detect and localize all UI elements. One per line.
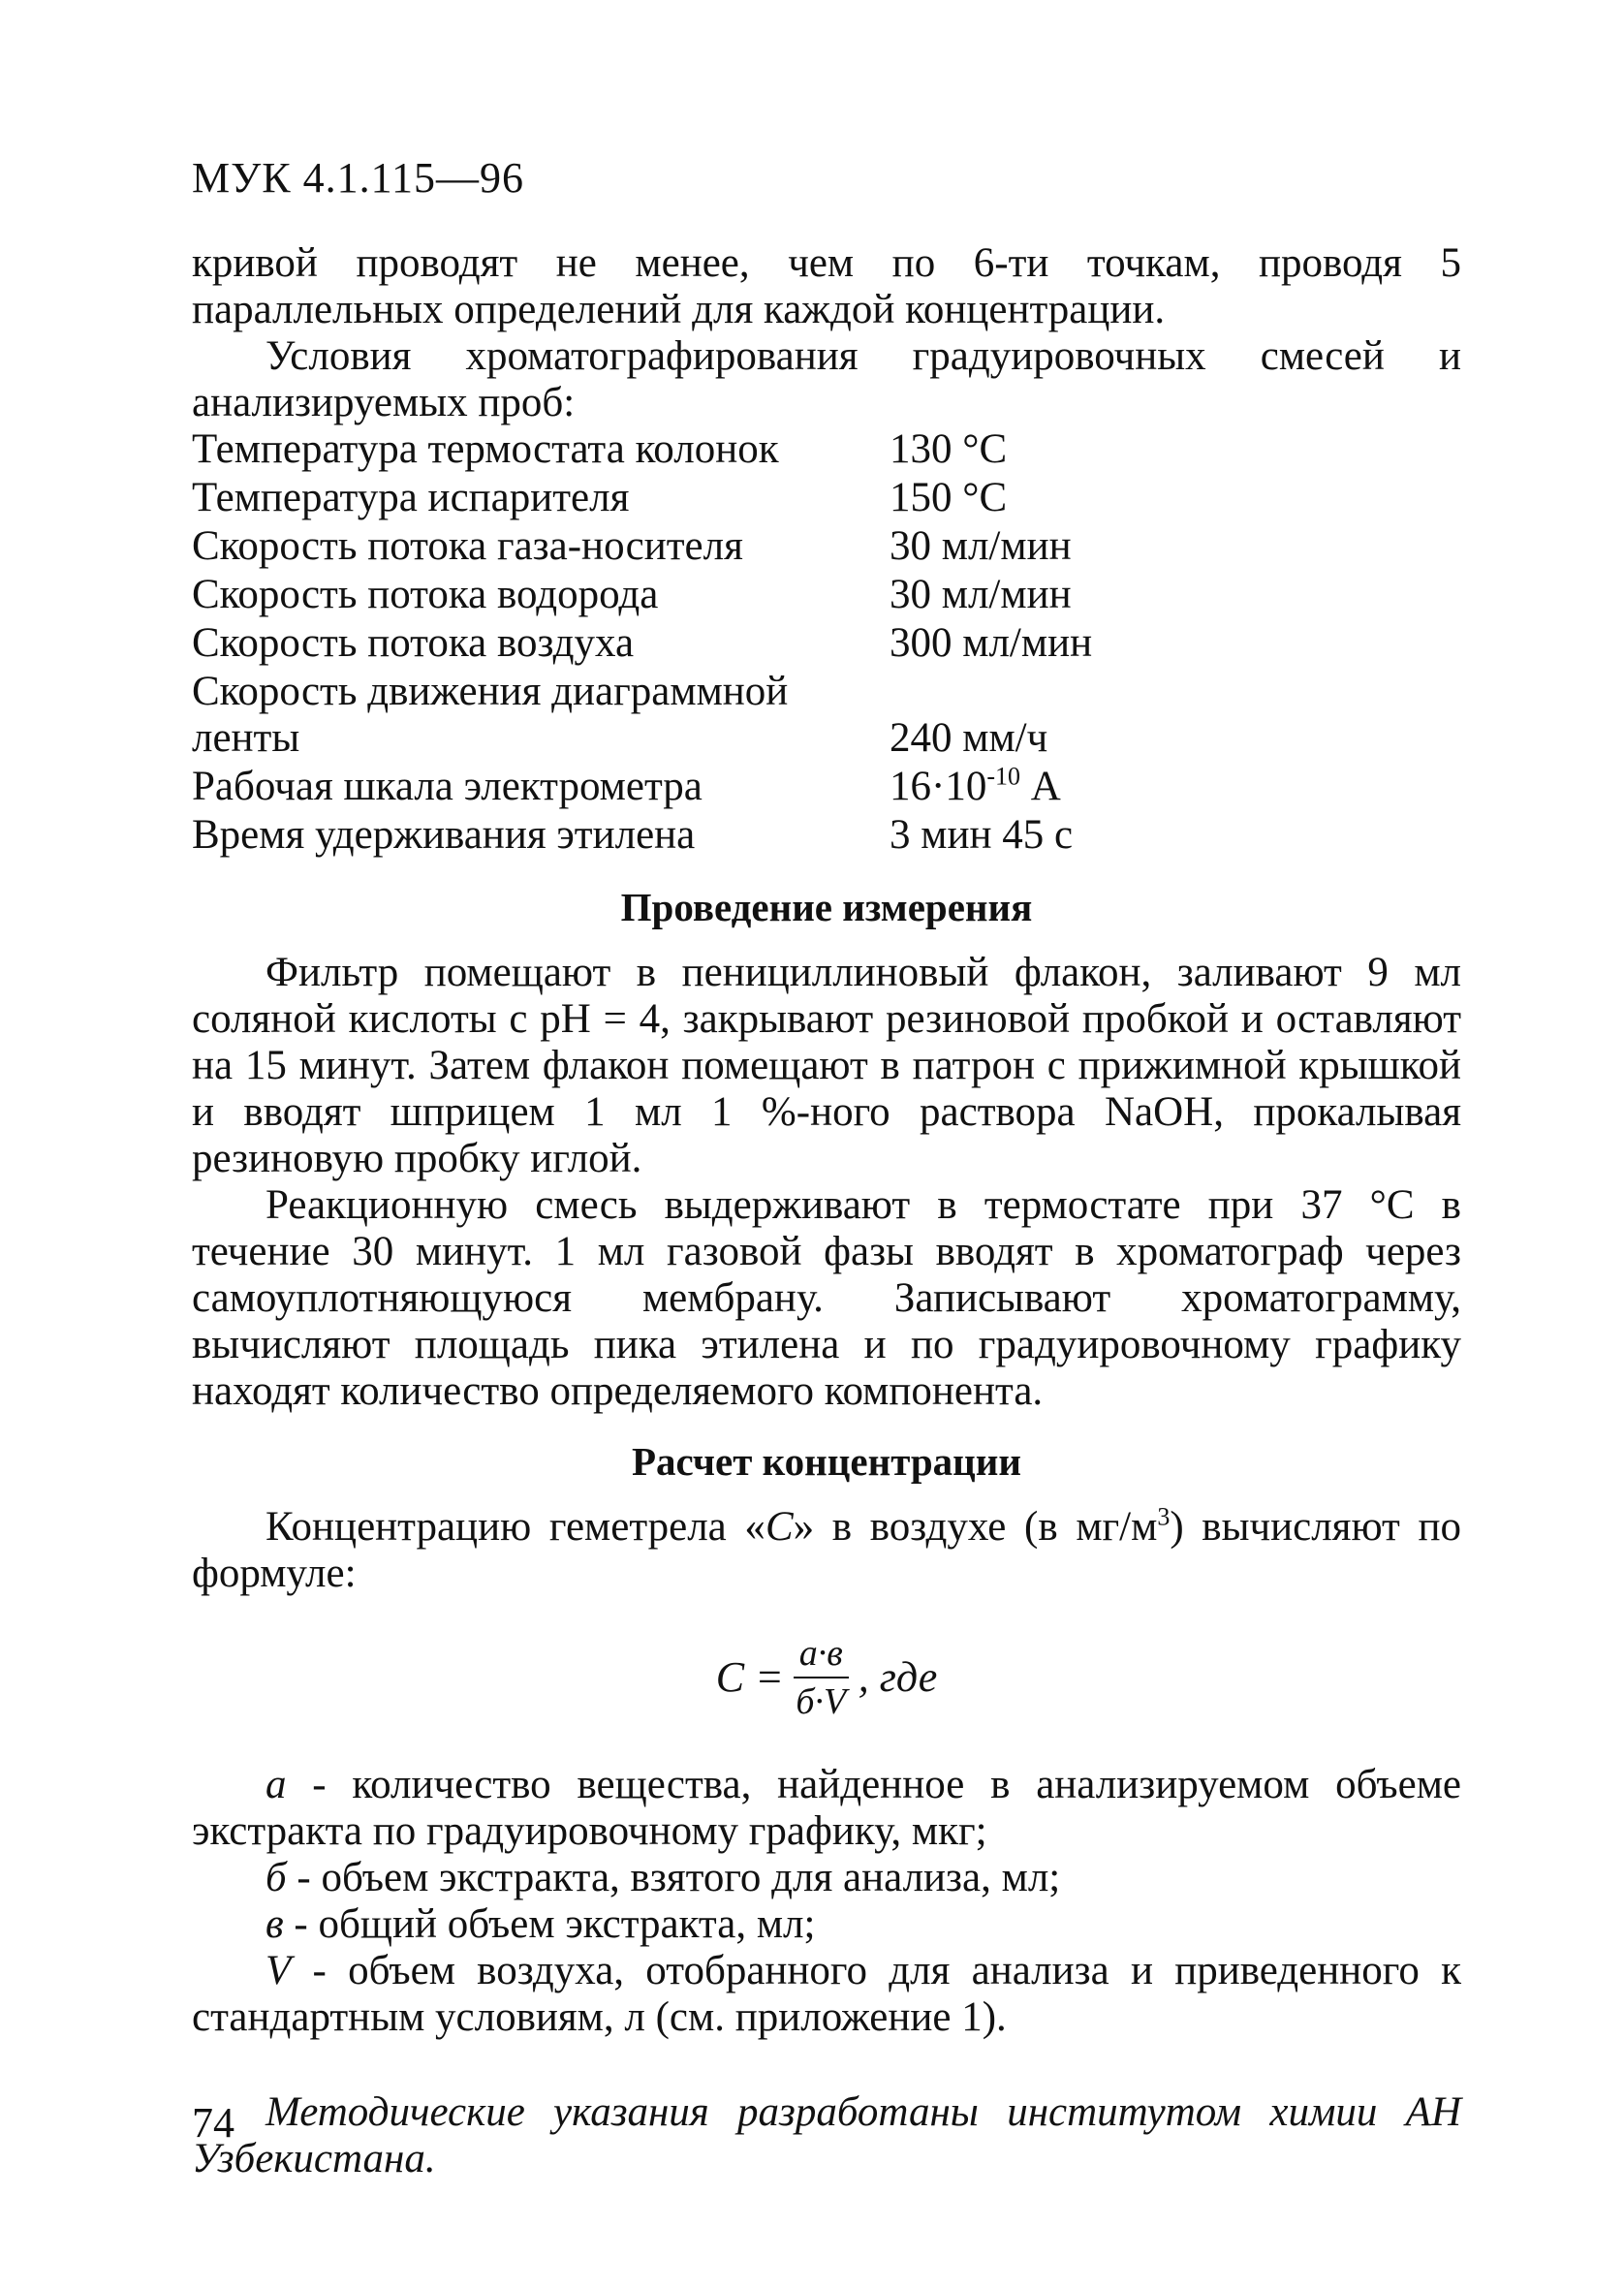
condition-name: Скорость потока газа-носителя [192, 523, 743, 569]
formula-fraction [794, 1632, 849, 1723]
condition-name: Температура термостата колонок [192, 426, 779, 472]
condition-row [192, 620, 1092, 669]
condition-value-exponent: -10 [986, 762, 1020, 791]
legend-text: - количество вещества, найденное в анализируемом объеме экстракта по градуировочному графику, мкг; [192, 1762, 1461, 1854]
condition-name: Температура испарителя [192, 475, 630, 520]
condition-value: 150 °С [890, 475, 1008, 520]
calc-intro-text: » в воздухе (в мг/м [793, 1504, 1158, 1550]
legend-symbol: б [265, 1855, 287, 1900]
legend-text: - объем экстракта, взятого для анализа, мл; [286, 1855, 1061, 1900]
legend-symbol: V [265, 1948, 292, 1993]
legend-text: - объем воздуха, отобранного для анализа и приведенного к стандартным условиям, л (см. приложение 1). [192, 1948, 1461, 2040]
legend-text: - общий объем экстракта, мл; [283, 1901, 816, 1947]
legend-item [192, 1762, 1461, 1855]
document-page [192, 155, 1461, 2182]
formula-denominator: б·V [796, 1681, 847, 1722]
formula-legend [192, 1762, 1461, 2041]
condition-name: Скорость движения диаграммной ленты [192, 669, 789, 761]
legend-symbol: в [265, 1901, 284, 1947]
section-title-measurement: Проведение измерения [620, 885, 1033, 929]
legend-symbol: а [265, 1762, 287, 1807]
calc-intro-superscript: 3 [1157, 1502, 1171, 1531]
formula-numerator: а·в [794, 1632, 849, 1678]
footer-note: Методические указания разработаны институтом химии АН Узбекистана. [192, 2089, 1461, 2181]
condition-value [890, 764, 1092, 812]
calc-intro-text: Концентрацию геметрела « [265, 1504, 765, 1550]
condition-row [192, 669, 1092, 764]
legend-item [192, 1948, 1461, 2041]
condition-name: Время удерживания этилена [192, 812, 696, 858]
condition-value-unit: А [1020, 764, 1061, 809]
measurement-paragraph: Реакционную смесь выдерживают в термостате при 37 °С в течение 30 минут. 1 мл газовой фазы вводят в хроматограф через самоуплотняющуюся мембрану. Записывают хроматограмму, вычисляют площадь пика этилена и по градуировочному графику находят количество определяемого компонента. [192, 1182, 1461, 1414]
formula-lhs: С = [715, 1653, 784, 1701]
section-title-calculation: Расчет концентрации [631, 1439, 1022, 1484]
condition-row [192, 812, 1092, 861]
conditions-intro: Условия хроматографирования градуировочных смесей и анализируемых проб: [192, 333, 1461, 425]
condition-value: 130 °С [890, 426, 1008, 472]
condition-value: 240 мм/ч [890, 715, 1048, 761]
concentration-formula [192, 1632, 1461, 1723]
conditions-table [192, 426, 1092, 861]
condition-row [192, 764, 1092, 812]
condition-name: Скорость потока водорода [192, 572, 659, 617]
condition-value: 30 мл/мин [890, 523, 1072, 569]
calculation-intro [192, 1504, 1461, 1597]
condition-value: 3 мин 45 с [890, 812, 1074, 858]
legend-item [192, 1901, 1461, 1948]
document-header: МУК 4.1.115—96 [192, 154, 524, 202]
condition-row [192, 523, 1092, 572]
condition-row [192, 475, 1092, 523]
condition-value: 300 мл/мин [890, 620, 1093, 666]
condition-value-base: 16·10 [890, 764, 987, 809]
intro-paragraph: кривой проводят не менее, чем по 6-ти точкам, проводя 5 параллельных определений для каждой концентрации. [192, 240, 1461, 332]
calc-intro-symbol: С [765, 1504, 794, 1550]
calc-intro-text: ) вычисляют по формуле: [192, 1504, 1461, 1596]
condition-name: Рабочая шкала электрометра [192, 764, 703, 809]
condition-value: 30 мл/мин [890, 572, 1072, 617]
measurement-paragraph: Фильтр помещают в пенициллиновый флакон, заливают 9 мл соляной кислоты с рН = 4, закрывают резиновой пробкой и оставляют на 15 минут. Затем флакон помещают в патрон с прижимной крышкой и вводят шприцем 1 мл 1 %-ного раствора NaOH, прокалывая резиновую пробку иглой. [192, 950, 1461, 1181]
page-number: 74 [192, 2099, 234, 2147]
condition-row [192, 426, 1092, 475]
formula-suffix: , где [858, 1653, 938, 1701]
condition-row [192, 572, 1092, 620]
legend-item [192, 1855, 1461, 1901]
condition-name: Скорость потока воздуха [192, 620, 635, 666]
